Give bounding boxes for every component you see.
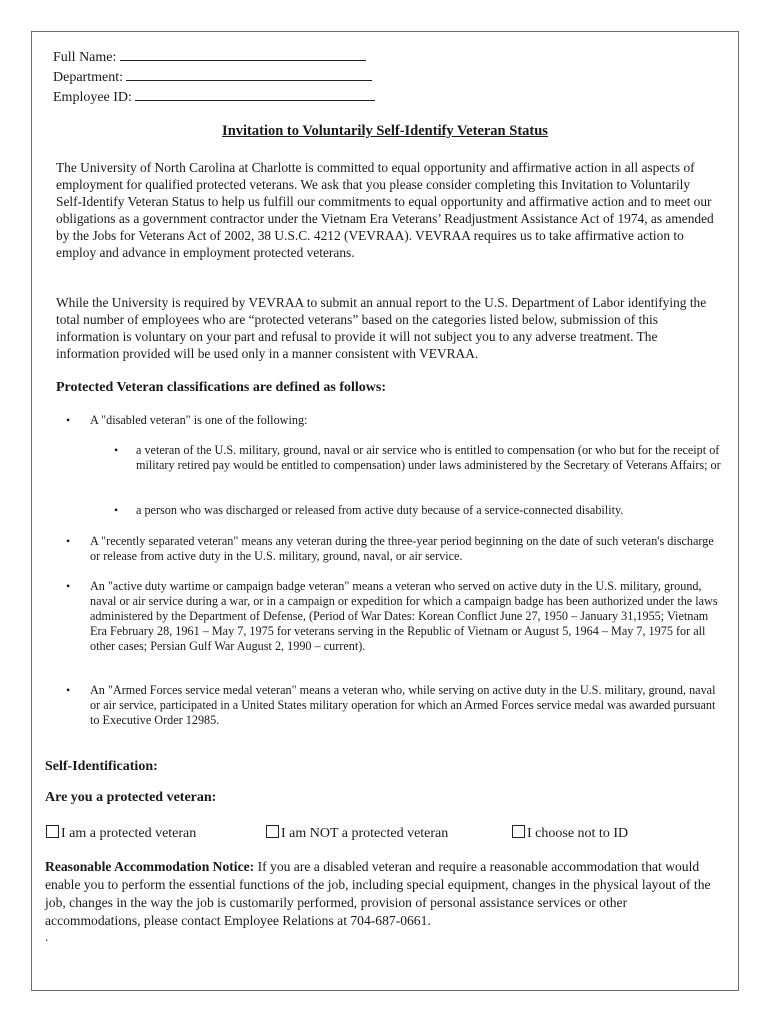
notice-label: Reasonable Accommodation Notice: [45,859,255,874]
employee-id-line[interactable] [135,86,375,101]
armed-forces-medal-veteran: An "Armed Forces service medal veteran" means a veteran who, while serving on active duty in the U.S. military, ground, naval or air service, participated in a United States military operation for which an Armed Forces service medal was awarded pursuant to Executive Order 12985. [90,683,716,727]
bullet-dot: • [66,683,71,697]
option-protected-veteran[interactable] [46,825,196,842]
disabled-veteran-sub-2: a person who was discharged or released from active duty because of a service-connected disability. [136,503,624,517]
option-label: I am NOT a protected veteran [281,826,449,841]
protected-veteran-question: Are you a protected veteran: [45,790,217,805]
option-label: I am a protected veteran [61,826,197,841]
bullet-dot: • [114,443,119,457]
bullet-dot: • [66,534,71,548]
department-line[interactable] [126,66,372,81]
recently-separated-veteran: A "recently separated veteran" means any veteran during the three-year period beginning on the date of such veteran's discharge or release from active duty in the U.S. military, ground, naval, or air service. [90,534,714,563]
checkbox-icon[interactable] [512,825,525,838]
department-label: Department: [53,70,123,85]
option-choose-not-to-id[interactable] [512,825,628,842]
bullet-dot: • [66,413,71,427]
option-not-protected-veteran[interactable] [266,825,448,842]
self-identification-heading: Self-Identification: [45,759,158,774]
intro-paragraph: The University of North Carolina at Charlotte is committed to equal opportunity and affirmative action in all aspects of employment for qualified protected veterans. We ask that you please consider completing this Invitation to Voluntarily Self-Identify Veteran Status to help us fulfill our commitments to equal opportunity and affirmative action and to meet our obligations as a government contractor under the Vietnam Era Veterans’ Readjustment Assistance Act of 1974, as amended by the Jobs for Veterans Act of 2002, 38 U.S.C. 4212 (VEVRAA). VEVRAA requires us to take affirmative action to employ and advance in employment protected veterans. [56,160,714,260]
bullet-dot: • [66,579,71,593]
notice-text: If you are a disabled veteran and require a reasonable accommodation that would enable you to perform the essential functions of the job, including special equipment, changes in the physical layout of the job, changes in the way the job is customarily performed, provision of personal assistance services or other accommodations, please contact Employee Relations at 704-687-0661. [45,859,711,928]
full-name-field[interactable] [53,46,366,68]
checkbox-icon[interactable] [46,825,59,838]
employee-id-field[interactable] [53,86,375,108]
department-field[interactable] [53,66,372,88]
classifications-heading: Protected Veteran classifications are defined as follows: [56,380,386,395]
disabled-veteran-sub-1: a veteran of the U.S. military, ground, naval or air service who is entitled to compensation (or who but for the receipt of military retired pay would be entitled to compensation) under laws administered by the Secretary of Veterans Affairs; or [136,443,721,472]
employee-id-label: Employee ID: [53,90,132,105]
full-name-line[interactable] [120,46,366,61]
page-title: Invitation to Voluntarily Self-Identify Veteran Status [222,123,548,139]
active-duty-wartime-veteran: An "active duty wartime or campaign badge veteran" means a veteran who served on active duty in the U.S. military, ground, naval or air service during a war, or in a campaign or expedition for which a campaign badge has been authorized under the laws administered by the Department of Defense, (Period of War Dates: Korean Conflict June 27, 1950 – January 31,1955; Vietnam Era February 28, 1961 – May 7, 1975 for veterans serving in the Republic of Vietnam or August 5, 1964 – May 7, 1975 for all other cases; Persian Gulf War August 2, 1990 – current). [90,579,718,653]
disabled-veteran-intro: A "disabled veteran" is one of the following: [90,413,308,427]
bullet-dot: • [114,503,119,517]
accommodation-notice [45,858,721,930]
full-name-label: Full Name: [53,50,117,65]
option-label: I choose not to ID [527,826,629,841]
trailing-period: . [45,929,49,944]
checkbox-icon[interactable] [266,825,279,838]
vevraa-paragraph: While the University is required by VEVRAA to submit an annual report to the U.S. Department of Labor identifying the total number of employees who are “protected veterans” based on the categories listed below, submission of this information is voluntary on your part and refusal to provide it will not subject you to any adverse treatment. The information provided will be used only in a manner consistent with VEVRAA. [56,295,707,361]
